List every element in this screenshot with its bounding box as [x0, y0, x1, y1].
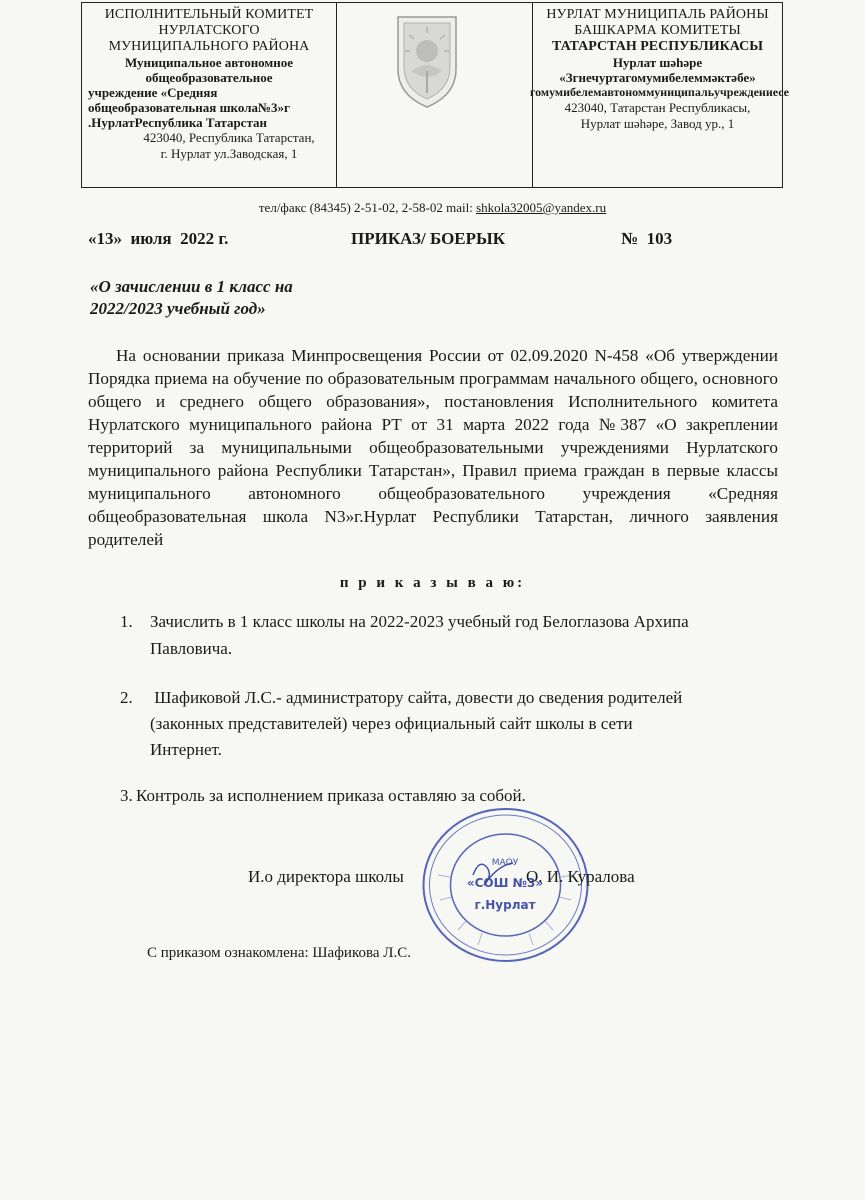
- letterhead-left: [82, 3, 337, 187]
- left-org-line1: ИСПОЛНИТЕЛЬНЫЙ КОМИТЕТ: [104, 7, 314, 22]
- left-org-line3: МУНИЦИПАЛЬНОГО РАЙОНА: [108, 39, 310, 54]
- letterhead: [81, 2, 789, 188]
- email-link[interactable]: shkola32005@yandex.ru: [476, 200, 607, 215]
- subject-line1: «О зачислении в 1 класс на: [90, 277, 293, 296]
- order-item-1: [120, 610, 810, 660]
- letterhead-right: [529, 3, 789, 187]
- subject-line2: 2022/2023 учебный год»: [90, 299, 266, 318]
- left-inst-line3: учреждение «Средняя: [88, 85, 218, 100]
- item-text-line2: Павловича.: [150, 639, 233, 658]
- stamp-inner-line3: г.Нурлат: [474, 898, 536, 912]
- order-subject: [90, 276, 293, 320]
- right-org-line2: БАШКАРМА КОМИТЕТЫ: [574, 23, 741, 38]
- letterhead-emblem-cell: [337, 3, 533, 187]
- stamp-inner-line1: МАОУ: [491, 858, 519, 868]
- right-addr-line2: Нурлат шәһәре, Завод ур., 1: [580, 116, 735, 131]
- right-addr-line1: 423040, Татарстан Республикасы,: [564, 100, 751, 115]
- order-number: № 103: [621, 229, 673, 248]
- right-org-line3: ТАТАРСТАН РЕСПУБЛИКАСЫ: [551, 39, 764, 54]
- phone-fax: тел/факс (84345) 2-51-02, 2-58-02 mail:: [258, 200, 477, 215]
- item-text-line1: Шафиковой Л.С.- администратору сайта, довести до сведения родителей: [150, 688, 683, 707]
- order-item-2: [120, 686, 810, 762]
- item-text-line1: Контроль за исполнением приказа оставляю за собой.: [136, 786, 526, 805]
- item-number: 2.: [120, 688, 133, 707]
- left-org-line2: НУРЛАТСКОГО: [158, 23, 260, 38]
- left-inst-line2: общеобразовательное: [145, 70, 273, 85]
- left-inst-line4: общеобразовательная школа№3»г: [88, 100, 290, 115]
- left-inst-line1: Муниципальное автономное: [124, 55, 294, 70]
- signatory-position: И.о директора школы: [248, 867, 404, 886]
- right-inst-line3: гомумибелемавтономмуниципальучреждениесе: [529, 85, 789, 99]
- signatory-name: О. И. Куралова: [526, 867, 635, 886]
- item-text-line2: (законных представителей) через официальный сайт школы в сети: [150, 714, 633, 733]
- item-text-line1: Зачислить в 1 класс школы на 2022-2023 учебный год Белоглазова Архипа: [150, 612, 689, 631]
- right-org-line1: НУРЛАТ МУНИЦИПАЛЬ РАЙОНЫ: [546, 7, 769, 22]
- item-number: 1.: [120, 612, 133, 631]
- order-title: ПРИКАЗ/ БОЕРЫК: [351, 229, 506, 248]
- orders-heading: п р и к а з ы в а ю:: [339, 575, 526, 591]
- stamp-inner-line2: «СОШ №3»: [466, 876, 544, 890]
- preamble-paragraph: На основании приказа Минпросвещения России от 02.09.2020 N-458 «Об утверждении Порядка приема на обучение по образовательным программам начального общего, основного общего и среднего общего образования», постановления Исполнительного комитета Нурлатского муниципального района РТ от 31 марта 2022 года №387 «О закреплении территорий за муниципальными общеобразовательными учреждениями Нурлатского муниципального района Республики Татарстан», Правил приема граждан в первые классы муниципального автономного общеобразовательного учреждения «Средняя общеобразовательная школа N3»г.Нурлат Республики Татарстан, личного заявления родителей: [88, 346, 778, 549]
- order-date: «13» июля 2022 г.: [88, 229, 229, 248]
- left-addr-line1: 423040, Республика Татарстан,: [143, 130, 315, 145]
- right-inst-line2: «Згнечуртагомумибелеммәктәбе»: [559, 70, 756, 85]
- coat-of-arms-icon: [392, 11, 462, 111]
- left-addr-line2: г. Нурлат ул.Заводская, 1: [160, 146, 298, 161]
- acknowledgement-line: С приказом ознакомлена: Шафикова Л.С.: [147, 945, 411, 961]
- contact-line: [0, 200, 865, 216]
- item-number: 3.: [120, 786, 133, 805]
- item-text-line3: Интернет.: [150, 740, 222, 759]
- left-inst-line5: .НурлатРеспублика Татарстан: [88, 115, 267, 130]
- right-inst-line1: Нурлат шәһәре: [612, 55, 703, 70]
